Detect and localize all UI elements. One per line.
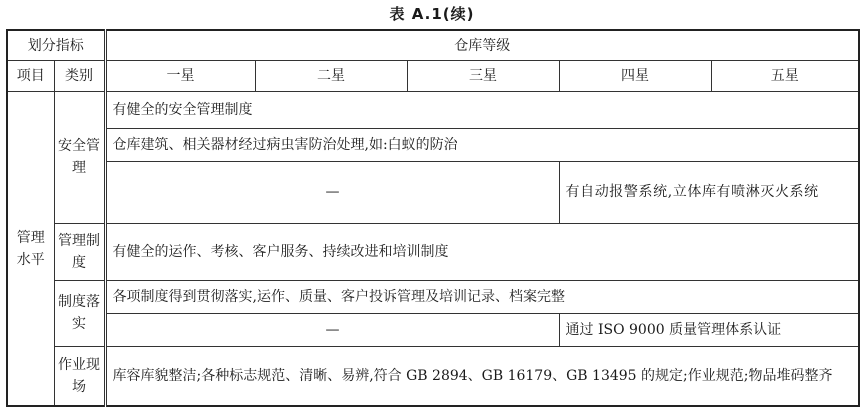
safety-low-grade-dash: — bbox=[105, 161, 559, 223]
category-implementation: 制度落实 bbox=[54, 281, 105, 347]
site-rule: 库容库貌整洁;各种标志规范、清晰、易辨,符合 GB 2894、GB 16179、GB 13495 的规定;作业规范;物品堆码整齐 bbox=[105, 346, 859, 406]
warehouse-grade-header: 仓库等级 bbox=[105, 30, 859, 61]
category-site: 作业现场 bbox=[54, 346, 105, 406]
implementation-rule: 各项制度得到贯彻落实,运作、质量、客户投诉管理及培训记录、档案完整 bbox=[105, 281, 859, 314]
table-row bbox=[7, 129, 859, 162]
warehouse-grade-table bbox=[6, 29, 860, 407]
table-row bbox=[7, 92, 859, 129]
header-row-2 bbox=[7, 61, 859, 92]
category-management-system: 管理制度 bbox=[54, 223, 105, 281]
table-row bbox=[7, 223, 859, 281]
table-row bbox=[7, 161, 859, 223]
level-two-star: 二星 bbox=[255, 61, 407, 92]
category-header: 类别 bbox=[54, 61, 105, 92]
level-three-star: 三星 bbox=[407, 61, 559, 92]
category-safety: 安全管理 bbox=[54, 92, 105, 223]
division-index-header: 划分指标 bbox=[7, 30, 105, 61]
safety-rule-1: 有健全的安全管理制度 bbox=[105, 92, 859, 129]
table-caption: 表 A.1(续) bbox=[389, 5, 475, 23]
safety-rule-2: 仓库建筑、相关器材经过病虫害防治处理,如:白蚁的防治 bbox=[105, 129, 859, 162]
header-row-1 bbox=[7, 30, 859, 61]
level-four-star: 四星 bbox=[559, 61, 711, 92]
item-management-level: 管理水平 bbox=[7, 92, 54, 406]
implementation-low-grade-dash: — bbox=[105, 313, 559, 346]
table-row bbox=[7, 313, 859, 346]
level-one-star: 一星 bbox=[105, 61, 255, 92]
implementation-high-grade-rule: 通过 ISO 9000 质量管理体系认证 bbox=[559, 313, 859, 346]
management-system-rule: 有健全的运作、考核、客户服务、持续改进和培训制度 bbox=[105, 223, 859, 281]
item-header: 项目 bbox=[7, 61, 54, 92]
table-row bbox=[7, 346, 859, 406]
level-five-star: 五星 bbox=[711, 61, 859, 92]
safety-high-grade-rule: 有自动报警系统,立体库有喷淋灭火系统 bbox=[559, 161, 859, 223]
table-row bbox=[7, 281, 859, 314]
